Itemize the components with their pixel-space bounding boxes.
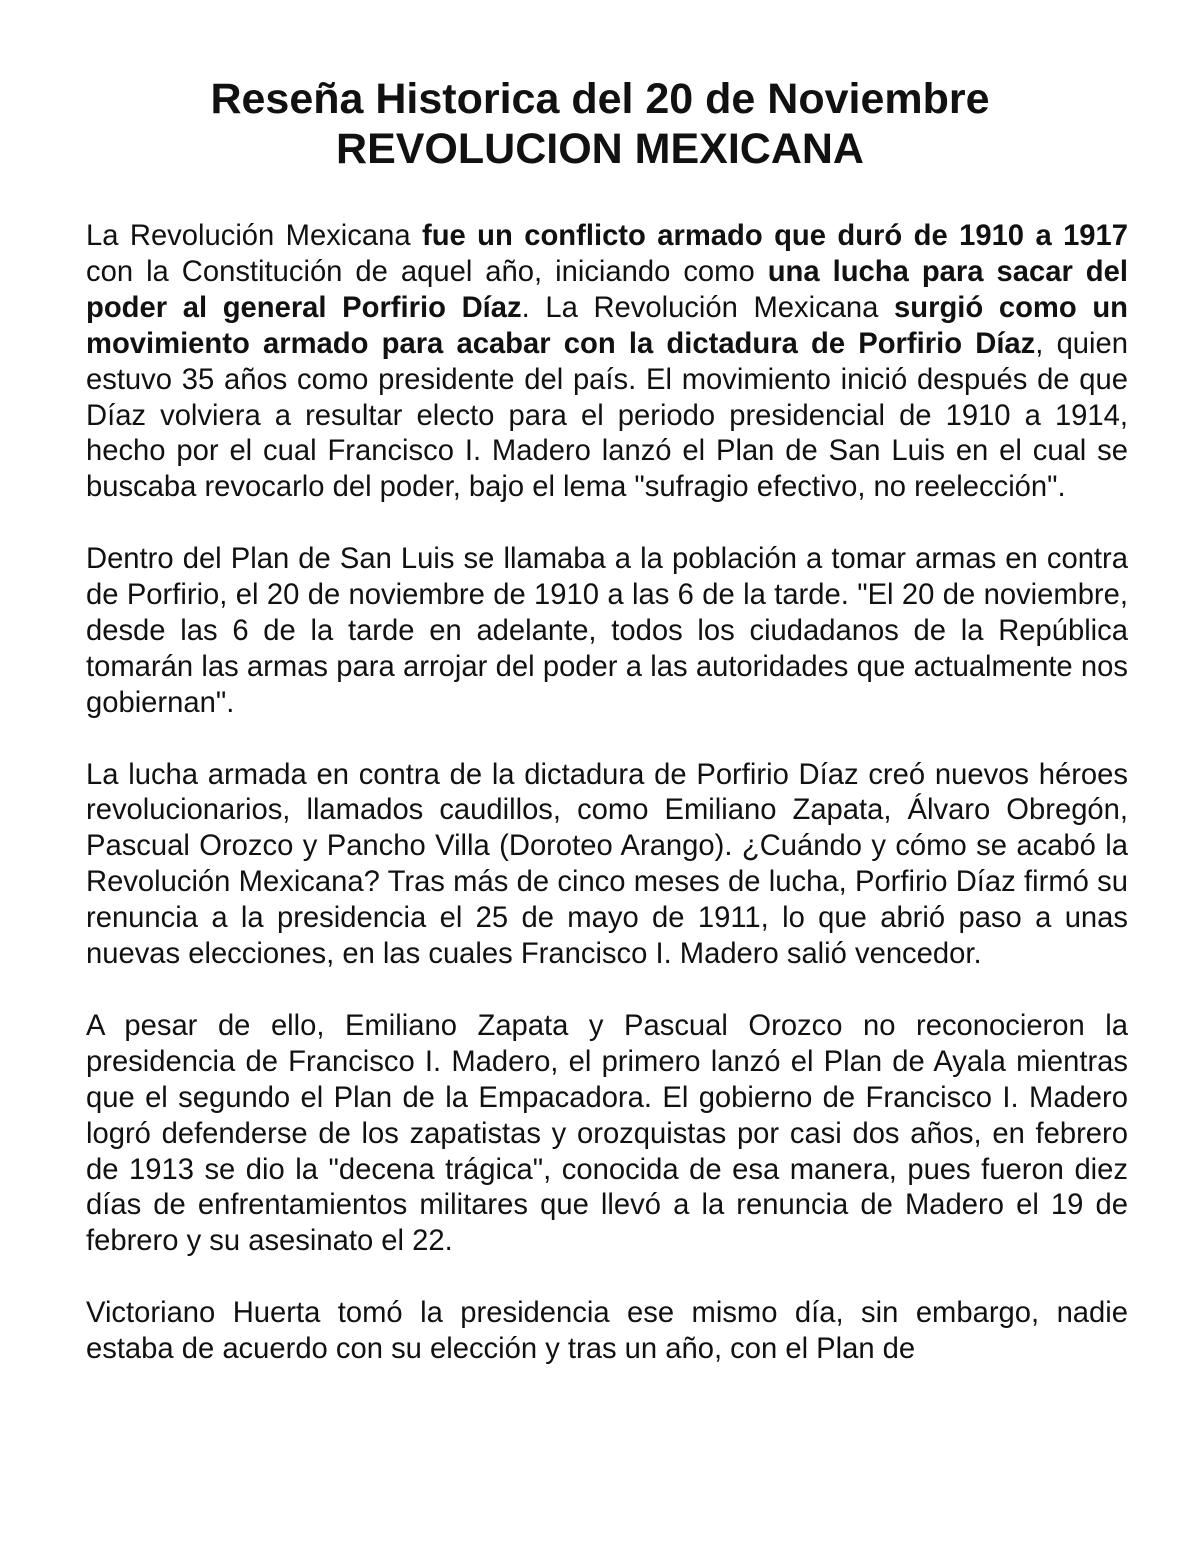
paragraph-3 bbox=[86, 758, 1128, 973]
text-segment: La lucha armada en contra de la dictadura de Porfirio Díaz creó nuevos héroes revolucionarios, llamados caudillos, como Emiliano Zapata, Álvaro Obregón, Pascual Orozco y Pancho Villa (Doroteo Arango). ¿Cuándo y cómo se acabó la Revolución Mexicana? Tras más de cinco meses de lucha, Porfirio Díaz firmó su renuncia a la presidencia el 25 de mayo de 1911, lo que abrió paso a unas nuevas elecciones, en las cuales Francisco I. Madero salió vencedor. bbox=[86, 758, 1128, 971]
bold-text-segment: surgió como un movimiento armado para acabar con la dictadura de Porfirio Díaz bbox=[86, 291, 1129, 360]
document-title bbox=[80, 74, 1120, 174]
text-segment: La Revolución Mexicana bbox=[86, 220, 422, 252]
text-segment: Dentro del Plan de San Luis se llamaba a la población a tomar armas en contra de Porfirio, el 20 de noviembre de 1910 a las 6 de la tarde. "El 20 de noviembre, desde las 6 de la tarde en adelante, todos los ciudadanos de la República tomarán las armas para arrojar del poder a las autoridades que actualmente nos gobiernan". bbox=[86, 543, 1128, 719]
paragraph-1 bbox=[86, 219, 1128, 506]
title-line-2: REVOLUCION MEXICANA bbox=[336, 125, 864, 173]
text-segment: con la Constitución de aquel año, iniciando como bbox=[86, 255, 768, 288]
text-segment: , quien estuvo 35 años como presidente del país. El movimiento inició después de que Díaz volviera a resultar electo para el periodo presidencial de 1910 a 1914, hecho por el cual Francisco I. Madero lanzó el Plan de San Luis en el cual se buscaba revocarlo del poder, bajo el lema "sufragio efectivo, no reelección". bbox=[86, 327, 1128, 504]
text-segment: Victoriano Huerta tomó la presidencia ese mismo día, sin embargo, nadie estaba de acuerdo con su elección y tras un año, con el Plan de bbox=[86, 1297, 1128, 1366]
title-line-1: Reseña Historica del 20 de Noviembre bbox=[210, 75, 990, 123]
document-body bbox=[86, 219, 1128, 1368]
paragraph-2 bbox=[86, 542, 1128, 722]
paragraph-4 bbox=[86, 1009, 1128, 1260]
text-segment: A pesar de ello, Emiliano Zapata y Pascual Orozco no reconocieron la presidencia de Francisco I. Madero, el primero lanzó el Plan de Ayala mientras que el segundo el Plan de la Empacadora. El gobierno de Francisco I. Madero logró defenderse de los zapatistas y orozquistas por casi dos años, en febrero de 1913 se dio la "decena trágica", conocida de esa manera, pues fueron diez días de enfrentamientos militares que llevó a la renuncia de Madero el 19 de febrero y su asesinato el 22. bbox=[86, 1009, 1128, 1258]
bold-text-segment: fue un conflicto armado que duró de 1910 a 1917 bbox=[422, 220, 1129, 252]
bold-text-segment: una lucha para sacar del poder al general Porfirio Díaz bbox=[86, 255, 1128, 324]
text-segment: . La Revolución Mexicana bbox=[521, 291, 895, 324]
paragraph-5 bbox=[86, 1296, 1128, 1368]
